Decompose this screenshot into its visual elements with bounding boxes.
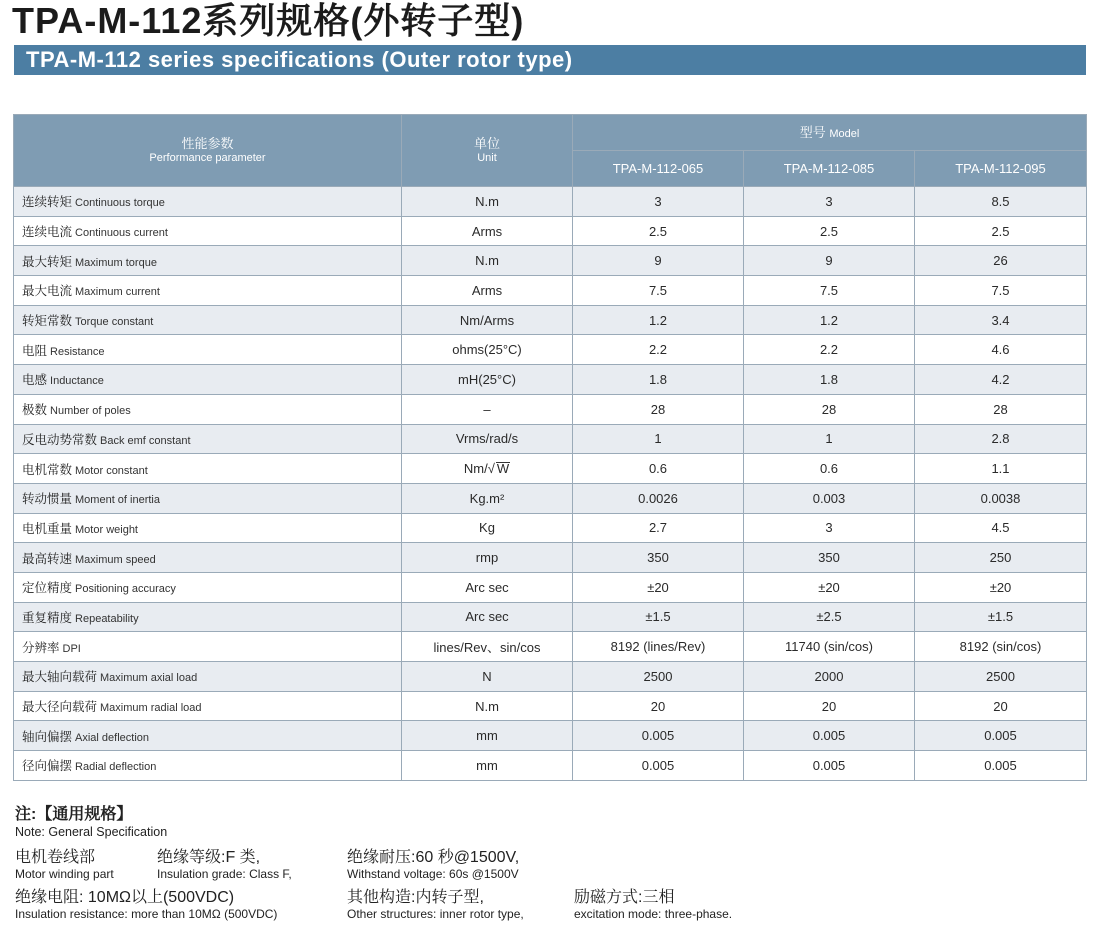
param-cell bbox=[14, 602, 402, 632]
value-cell-model-1: 0.0026 bbox=[573, 483, 744, 513]
param-cell bbox=[14, 394, 402, 424]
param-cell bbox=[14, 365, 402, 395]
param-name-cn: 电机常数 bbox=[22, 462, 73, 477]
param-name-en: Motor constant bbox=[75, 464, 148, 477]
header-model-3: TPA-M-112-095 bbox=[915, 151, 1087, 187]
value-cell-model-1: 9 bbox=[573, 246, 744, 276]
value-cell-model-3: ±20 bbox=[915, 572, 1087, 602]
header-param-en: Performance parameter bbox=[149, 152, 266, 164]
param-cell bbox=[14, 305, 402, 335]
value-cell-model-2: 0.005 bbox=[744, 721, 915, 751]
value-cell-model-2: 1.2 bbox=[744, 305, 915, 335]
param-name-cn: 电感 bbox=[22, 373, 48, 388]
note-other-structures-en: Other structures: inner rotor type, bbox=[347, 907, 524, 921]
param-name-cn: 最大径向载荷 bbox=[22, 700, 98, 715]
param-name-en: Axial deflection bbox=[75, 731, 150, 744]
param-cell bbox=[14, 662, 402, 692]
table-row bbox=[14, 454, 1087, 484]
param-cell bbox=[14, 216, 402, 246]
spec-table bbox=[13, 114, 1087, 781]
table-row bbox=[14, 216, 1087, 246]
param-name-cn: 定位精度 bbox=[22, 581, 73, 596]
header-unit bbox=[402, 115, 573, 187]
param-name-cn: 径向偏摆 bbox=[22, 759, 73, 774]
param-name-cn: 最大转矩 bbox=[22, 254, 73, 269]
value-cell-model-1: 350 bbox=[573, 543, 744, 573]
note-winding-cn: 电机卷线部 bbox=[15, 849, 96, 866]
param-name-cn: 重复精度 bbox=[22, 610, 73, 625]
param-name-cn: 最大电流 bbox=[22, 284, 73, 299]
param-cell bbox=[14, 483, 402, 513]
table-row bbox=[14, 691, 1087, 721]
table-row bbox=[14, 751, 1087, 781]
value-cell-model-2: 3 bbox=[744, 513, 915, 543]
param-name-en: Continuous current bbox=[75, 227, 168, 240]
note-insulation-resistance-en: Insulation resistance: more than 10MΩ (500VDC) bbox=[15, 907, 278, 921]
table-row bbox=[14, 721, 1087, 751]
notes-title-en: Note: General Specification bbox=[15, 825, 168, 839]
value-cell-model-3: 250 bbox=[915, 543, 1087, 573]
note-other-structures-cn: 其他构造:内转子型, bbox=[347, 889, 484, 906]
param-name-cn: 极数 bbox=[22, 403, 48, 418]
table-row bbox=[14, 276, 1087, 306]
unit-cell: rmp bbox=[402, 543, 573, 573]
unit-cell: ohms(25°C) bbox=[402, 335, 573, 365]
unit-cell: Nm/Arms bbox=[402, 305, 573, 335]
param-name-cn: 电阻 bbox=[22, 343, 48, 358]
note-insulation-grade-en: Insulation grade: Class F, bbox=[157, 867, 292, 881]
table-row bbox=[14, 572, 1087, 602]
param-cell bbox=[14, 543, 402, 573]
param-name-en: Inductance bbox=[50, 375, 104, 388]
value-cell-model-3: 26 bbox=[915, 246, 1087, 276]
param-name-cn: 转矩常数 bbox=[22, 314, 73, 329]
value-cell-model-1: 2.5 bbox=[573, 216, 744, 246]
param-name-en: DPI bbox=[62, 642, 81, 655]
value-cell-model-2: 7.5 bbox=[744, 276, 915, 306]
value-cell-model-2: ±2.5 bbox=[744, 602, 915, 632]
value-cell-model-2: 3 bbox=[744, 187, 915, 217]
value-cell-model-3: 8.5 bbox=[915, 187, 1087, 217]
value-cell-model-1: 0.005 bbox=[573, 751, 744, 781]
unit-radicand: W bbox=[496, 461, 510, 477]
value-cell-model-1: 2.7 bbox=[573, 513, 744, 543]
value-cell-model-3: 0.005 bbox=[915, 751, 1087, 781]
page-subtitle-bar: TPA-M-112 series specifications (Outer rotor type) bbox=[14, 45, 1086, 75]
param-name-en: Back emf constant bbox=[100, 434, 191, 447]
sqrt-sign-icon: √ bbox=[487, 461, 495, 477]
note-withstand-voltage-cn: 绝缘耐压:60 秒@1500V, bbox=[347, 849, 520, 866]
value-cell-model-2: 28 bbox=[744, 394, 915, 424]
param-cell bbox=[14, 751, 402, 781]
value-cell-model-3: 2.5 bbox=[915, 216, 1087, 246]
table-row bbox=[14, 662, 1087, 692]
value-cell-model-1: ±20 bbox=[573, 572, 744, 602]
unit-cell: N bbox=[402, 662, 573, 692]
table-row bbox=[14, 632, 1087, 662]
param-name-en: Maximum axial load bbox=[100, 672, 198, 685]
notes-section bbox=[15, 806, 1085, 921]
table-row bbox=[14, 483, 1087, 513]
param-cell bbox=[14, 187, 402, 217]
value-cell-model-2: 350 bbox=[744, 543, 915, 573]
param-name-en: Positioning accuracy bbox=[75, 583, 176, 596]
header-model-1: TPA-M-112-065 bbox=[573, 151, 744, 187]
value-cell-model-3: 20 bbox=[915, 691, 1087, 721]
unit-cell: lines/Rev、sin/cos bbox=[402, 632, 573, 662]
param-name-cn: 轴向偏摆 bbox=[22, 729, 73, 744]
table-row bbox=[14, 513, 1087, 543]
value-cell-model-3: ±1.5 bbox=[915, 602, 1087, 632]
header-param bbox=[14, 115, 402, 187]
value-cell-model-3: 4.6 bbox=[915, 335, 1087, 365]
unit-cell bbox=[402, 454, 573, 484]
param-name-en: Number of poles bbox=[50, 405, 131, 418]
param-name-en: Maximum torque bbox=[75, 256, 157, 269]
value-cell-model-1: 7.5 bbox=[573, 276, 744, 306]
unit-cell: mm bbox=[402, 721, 573, 751]
param-cell bbox=[14, 721, 402, 751]
value-cell-model-3: 0.005 bbox=[915, 721, 1087, 751]
param-cell bbox=[14, 335, 402, 365]
header-model-2: TPA-M-112-085 bbox=[744, 151, 915, 187]
value-cell-model-1: 3 bbox=[573, 187, 744, 217]
value-cell-model-2: 1.8 bbox=[744, 365, 915, 395]
param-name-en: Radial deflection bbox=[75, 761, 157, 774]
param-name-en: Maximum speed bbox=[75, 553, 156, 566]
table-row bbox=[14, 187, 1087, 217]
table-row bbox=[14, 365, 1087, 395]
header-param-cn: 性能参数 bbox=[181, 136, 234, 151]
param-name-en: Resistance bbox=[50, 345, 105, 358]
param-cell bbox=[14, 632, 402, 662]
note-insulation-grade bbox=[157, 848, 292, 882]
param-name-en: Maximum current bbox=[75, 286, 160, 299]
unit-cell: Arc sec bbox=[402, 572, 573, 602]
note-winding bbox=[15, 848, 114, 882]
value-cell-model-2: 0.6 bbox=[744, 454, 915, 484]
value-cell-model-2: 0.003 bbox=[744, 483, 915, 513]
note-excitation-mode-en: excitation mode: three-phase. bbox=[574, 907, 733, 921]
value-cell-model-1: 0.005 bbox=[573, 721, 744, 751]
value-cell-model-2: 9 bbox=[744, 246, 915, 276]
unit-cell: Arms bbox=[402, 276, 573, 306]
table-row bbox=[14, 424, 1087, 454]
unit-cell: mm bbox=[402, 751, 573, 781]
param-name-cn: 转动惯量 bbox=[22, 492, 73, 507]
value-cell-model-1: 1.2 bbox=[573, 305, 744, 335]
value-cell-model-2: 20 bbox=[744, 691, 915, 721]
value-cell-model-1: 0.6 bbox=[573, 454, 744, 484]
value-cell-model-3: 4.2 bbox=[915, 365, 1087, 395]
param-name-cn: 分辨率 bbox=[22, 640, 60, 655]
value-cell-model-1: 20 bbox=[573, 691, 744, 721]
note-withstand-voltage-en: Withstand voltage: 60s @1500V bbox=[347, 867, 519, 881]
table-row bbox=[14, 335, 1087, 365]
value-cell-model-1: 2500 bbox=[573, 662, 744, 692]
unit-cell: Arc sec bbox=[402, 602, 573, 632]
value-cell-model-2: 2.2 bbox=[744, 335, 915, 365]
note-insulation-resistance bbox=[15, 888, 277, 922]
param-name-en: Maximum radial load bbox=[100, 702, 202, 715]
param-cell bbox=[14, 572, 402, 602]
param-name-cn: 最大轴向载荷 bbox=[22, 670, 98, 685]
page-title: TPA-M-112系列规格(外转子型) bbox=[12, 0, 525, 41]
value-cell-model-1: 1 bbox=[573, 424, 744, 454]
table-row bbox=[14, 543, 1087, 573]
value-cell-model-1: 28 bbox=[573, 394, 744, 424]
unit-cell: Kg bbox=[402, 513, 573, 543]
value-cell-model-3: 28 bbox=[915, 394, 1087, 424]
table-row bbox=[14, 394, 1087, 424]
header-unit-en: Unit bbox=[477, 152, 497, 164]
param-cell bbox=[14, 691, 402, 721]
param-name-en: Continuous torque bbox=[75, 197, 165, 210]
note-winding-en: Motor winding part bbox=[15, 867, 114, 881]
note-excitation-mode-cn: 励磁方式:三相 bbox=[574, 889, 675, 906]
value-cell-model-2: 2.5 bbox=[744, 216, 915, 246]
value-cell-model-1: 1.8 bbox=[573, 365, 744, 395]
param-name-en: Moment of inertia bbox=[75, 494, 160, 507]
table-row bbox=[14, 305, 1087, 335]
value-cell-model-3: 7.5 bbox=[915, 276, 1087, 306]
unit-cell: N.m bbox=[402, 187, 573, 217]
value-cell-model-1: 2.2 bbox=[573, 335, 744, 365]
param-cell bbox=[14, 246, 402, 276]
unit-cell: N.m bbox=[402, 246, 573, 276]
param-name-cn: 电机重量 bbox=[22, 521, 73, 536]
header-unit-cn: 单位 bbox=[473, 136, 500, 151]
unit-cell: N.m bbox=[402, 691, 573, 721]
value-cell-model-2: 2000 bbox=[744, 662, 915, 692]
param-name-en: Torque constant bbox=[75, 316, 154, 329]
param-cell bbox=[14, 454, 402, 484]
param-name-cn: 连续转矩 bbox=[22, 195, 73, 210]
header-model bbox=[573, 115, 1087, 151]
spec-table-body bbox=[14, 187, 1087, 781]
notes-title: 注:【通用规格】 bbox=[15, 806, 133, 823]
param-name-en: Motor weight bbox=[75, 523, 138, 536]
value-cell-model-2: 11740 (sin/cos) bbox=[744, 632, 915, 662]
value-cell-model-3: 8192 (sin/cos) bbox=[915, 632, 1087, 662]
value-cell-model-3: 4.5 bbox=[915, 513, 1087, 543]
note-other-structures bbox=[347, 888, 524, 922]
header-model-cn: 型号 bbox=[799, 124, 826, 140]
unit-cell: mH(25°C) bbox=[402, 365, 573, 395]
unit-cell: – bbox=[402, 394, 573, 424]
value-cell-model-3: 0.0038 bbox=[915, 483, 1087, 513]
value-cell-model-2: 1 bbox=[744, 424, 915, 454]
note-insulation-grade-cn: 绝缘等级:F 类, bbox=[157, 849, 261, 866]
param-cell bbox=[14, 513, 402, 543]
value-cell-model-2: ±20 bbox=[744, 572, 915, 602]
param-name-en: Repeatability bbox=[75, 612, 139, 625]
param-cell bbox=[14, 424, 402, 454]
note-excitation-mode bbox=[574, 888, 732, 922]
note-withstand-voltage bbox=[347, 848, 519, 882]
value-cell-model-3: 1.1 bbox=[915, 454, 1087, 484]
unit-prefix: Nm/ bbox=[463, 461, 488, 477]
value-cell-model-2: 0.005 bbox=[744, 751, 915, 781]
unit-cell: Arms bbox=[402, 216, 573, 246]
table-row bbox=[14, 246, 1087, 276]
value-cell-model-3: 3.4 bbox=[915, 305, 1087, 335]
value-cell-model-3: 2500 bbox=[915, 662, 1087, 692]
note-insulation-resistance-cn: 绝缘电阻: 10MΩ以上(500VDC) bbox=[15, 889, 235, 906]
unit-cell: Kg.m² bbox=[402, 483, 573, 513]
param-name-cn: 连续电流 bbox=[22, 225, 73, 240]
unit-cell: Vrms/rad/s bbox=[402, 424, 573, 454]
param-cell bbox=[14, 276, 402, 306]
param-name-cn: 反电动势常数 bbox=[22, 432, 98, 447]
value-cell-model-3: 2.8 bbox=[915, 424, 1087, 454]
value-cell-model-1: 8192 (lines/Rev) bbox=[573, 632, 744, 662]
table-row bbox=[14, 602, 1087, 632]
header-model-en: Model bbox=[829, 127, 860, 140]
param-name-cn: 最高转速 bbox=[22, 551, 73, 566]
value-cell-model-1: ±1.5 bbox=[573, 602, 744, 632]
